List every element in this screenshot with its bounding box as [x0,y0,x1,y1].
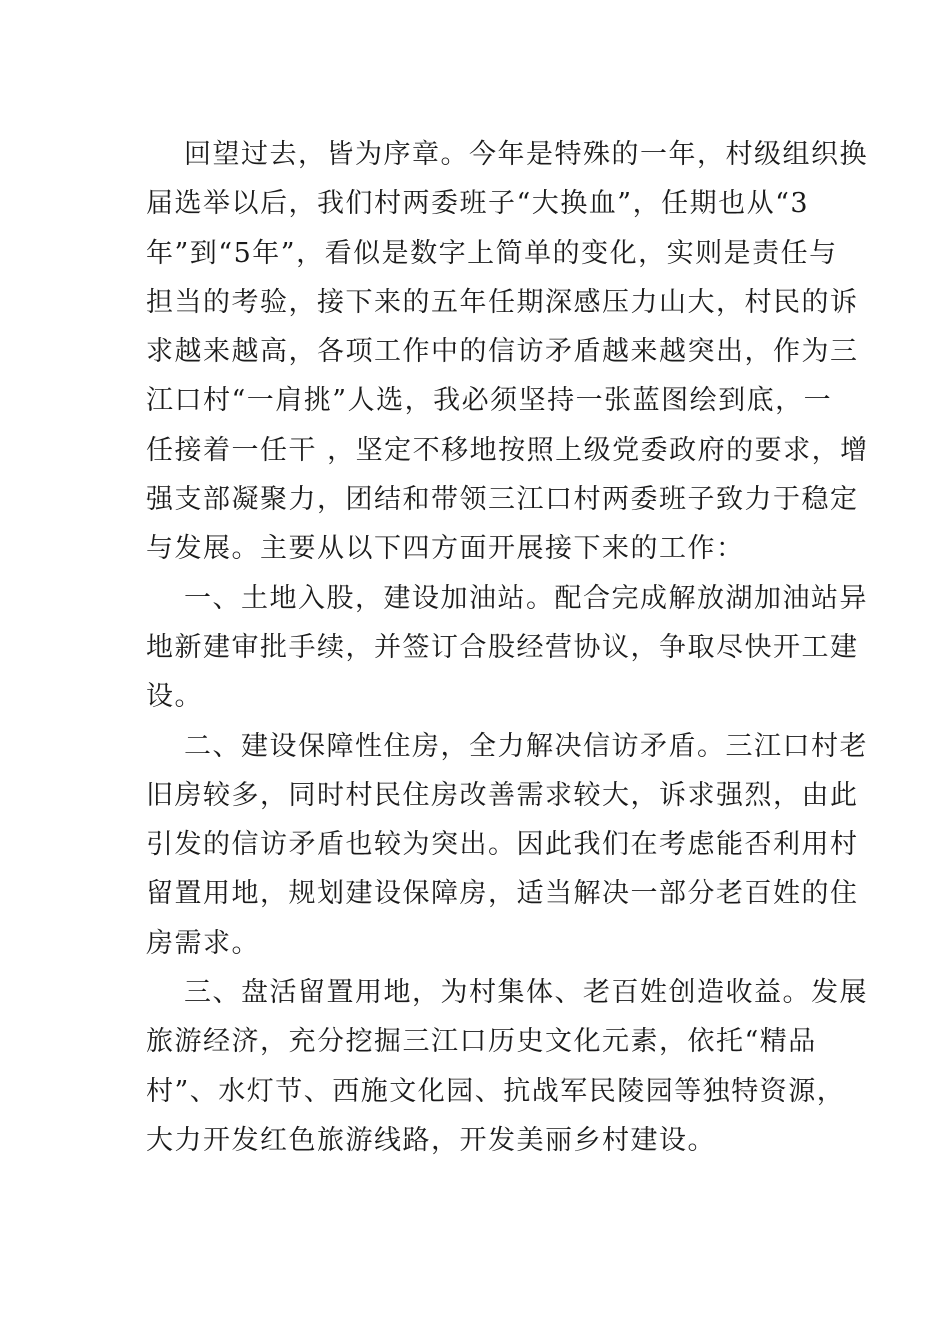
paragraph-line: 担当的考验，接下来的五年任期深感压力山大，村民的诉 [146,286,859,318]
paragraph-line: 年”到“5年”，看似是数字上简单的变化，实则是责任与 [146,237,838,269]
paragraph-line: 强支部凝聚力，团结和带领三江口村两委班子致力于稳定 [146,484,859,516]
paragraph-line: 大力开发红色旅游线路，开发美丽乡村建设。 [146,1124,716,1156]
paragraph-line: 村”、水灯节、西施文化园、抗战军民陵园等独特资源， [146,1075,846,1107]
paragraph-line: 引发的信访矛盾也较为突出。因此我们在考虑能否利用村 [146,829,859,861]
paragraph-line: 二、建设保障性住房，全力解决信访矛盾。三江口村老 [184,730,868,762]
document-body [146,130,869,1165]
paragraph-line: 设。 [146,681,203,713]
paragraph-line: 旅游经济，充分挖掘三江口历史文化元素，依托“精品 [146,1026,817,1058]
paragraph-line: 一、土地入股，建设加油站。配合完成解放湖加油站异 [184,582,868,614]
paragraph-line: 届选举以后，我们村两委班子“大换血”，任期也从“3 [146,188,810,220]
paragraph-line: 求越来越高，各项工作中的信访矛盾越来越突出，作为三 [146,336,859,368]
paragraph-line: 任接着一任干 ，坚定不移地按照上级党委政府的要求，增 [146,434,869,466]
paragraph-line: 江口村“一肩挑”人选，我必须坚持一张蓝图绘到底，一 [146,385,833,417]
paragraph-line: 留置用地，规划建设保障房，适当解决一部分老百姓的住 [146,878,859,910]
paragraph-line: 地新建审批手续，并签订合股经营协议，争取尽快开工建 [146,631,859,663]
paragraph-line: 房需求。 [146,927,260,959]
paragraph-line: 旧房较多，同时村民住房改善需求较大，诉求强烈，由此 [146,779,859,811]
paragraph-line: 与发展。主要从以下四方面开展接下来的工作： [146,533,745,565]
paragraph-line: 三、盘活留置用地，为村集体、老百姓创造收益。发展 [184,977,868,1009]
paragraph-line: 回望过去，皆为序章。今年是特殊的一年，村级组织换 [184,139,868,170]
